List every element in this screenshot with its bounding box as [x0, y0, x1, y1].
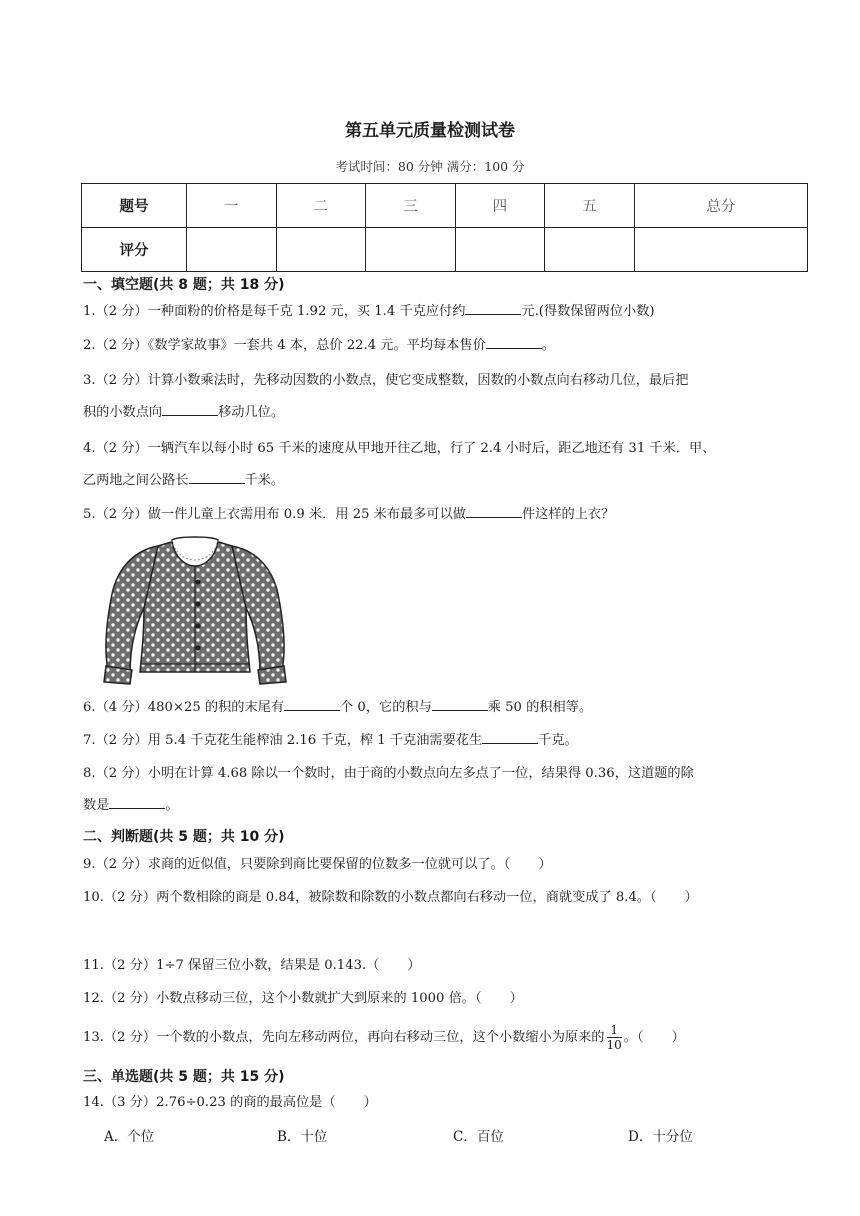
- question-text: 乘 50 的积相等。: [487, 700, 593, 715]
- close-paren: ）: [671, 1030, 685, 1045]
- col-total: 总分: [634, 184, 807, 228]
- question-12: [83, 983, 813, 1015]
- question-10: [83, 882, 813, 914]
- score-cell-total[interactable]: [634, 228, 807, 272]
- header-row-label: 题号: [82, 184, 187, 228]
- question-text: 14.（3 分）2.76÷0.23 的商的最高位是（: [83, 1095, 336, 1110]
- option-a[interactable]: A．个位: [104, 1129, 155, 1145]
- score-cell[interactable]: [276, 228, 366, 272]
- question-text: 个 0，它的积与: [340, 700, 432, 715]
- question-7: [83, 725, 813, 757]
- question-text: 积的小数点向: [83, 405, 163, 420]
- close-paren: ）: [684, 890, 698, 905]
- question-text: 千米。: [244, 473, 285, 488]
- answer-blank[interactable]: [466, 503, 522, 518]
- question-text: 数是: [83, 798, 110, 813]
- close-paren: ）: [509, 991, 523, 1006]
- question-text: 7.（2 分）用 5.4 千克花生能榨油 2.16 千克，榨 1 千克油需要花生: [83, 733, 483, 748]
- question-text: 3.（2 分）计算小数乘法时，先移动因数的小数点，使它变成整数，因数的小数点向右移动几位，最后把: [83, 373, 689, 388]
- score-cell[interactable]: [366, 228, 456, 272]
- question-text: 。（: [623, 1030, 644, 1045]
- option-b[interactable]: B．十位: [277, 1129, 328, 1145]
- question-text: 6.（4 分）480×25 的积的末尾有: [83, 700, 285, 715]
- question-8: [83, 758, 813, 822]
- score-row-label: 评分: [82, 228, 187, 272]
- question-text: 千克。: [538, 733, 578, 748]
- question-text: 9.（2 分）求商的近似值，只要除到商比要保留的位数多一位就可以了。（: [83, 857, 511, 872]
- question-6: [83, 692, 813, 724]
- page-title: 第五单元质量检测试卷: [345, 121, 515, 141]
- answer-blank[interactable]: [486, 334, 542, 349]
- close-paren: ）: [407, 958, 421, 973]
- answer-blank[interactable]: [432, 696, 488, 711]
- question-11: [83, 950, 813, 982]
- blouse-illustration-icon: [100, 532, 290, 690]
- answer-blank[interactable]: [189, 469, 245, 484]
- option-d[interactable]: D．十分位: [628, 1129, 693, 1145]
- answer-blank[interactable]: [482, 729, 538, 744]
- answer-blank[interactable]: [162, 401, 218, 416]
- close-paren: ）: [363, 1095, 377, 1110]
- question-text: 1.（2 分）一种面粉的价格是每千克 1.92 元，买 1.4 千克应付约: [83, 304, 466, 319]
- question-text: 4.（2 分）一辆汽车以每小时 65 千米的速度从甲地开往乙地，行了 2.4 小时后，距乙地还有 31 千米．甲、: [83, 441, 716, 456]
- question-text: 2.（2 分）《数学家故事》一套共 4 本，总价 22.4 元。平均每本售价: [83, 338, 486, 353]
- answer-blank[interactable]: [109, 794, 165, 809]
- score-table-header-row: [82, 184, 808, 228]
- question-2: [83, 330, 813, 362]
- score-cell[interactable]: [187, 228, 277, 272]
- section-judge-heading: 二、判断题(共 5 题；共 10 分): [83, 829, 285, 845]
- answer-blank[interactable]: [284, 696, 340, 711]
- question-13: [83, 1022, 813, 1054]
- score-table-score-row: [82, 228, 808, 272]
- exam-info: 考试时间：80 分钟 满分：100 分: [335, 159, 525, 174]
- score-table: [81, 183, 808, 272]
- col-3: 三: [366, 184, 456, 228]
- col-1: 一: [187, 184, 277, 228]
- question-14: [83, 1087, 813, 1119]
- question-3: [83, 365, 813, 429]
- question-text: 。: [165, 798, 179, 813]
- question-text: 10.（2 分）两个数相除的商是 0.84，被除数和除数的小数点都向右移动一位，商就变成了 8.4。（: [83, 890, 657, 905]
- fraction-denominator: 10: [606, 1038, 622, 1052]
- question-text: 。: [541, 338, 555, 353]
- question-text: 件这样的上衣？: [522, 507, 615, 522]
- question-text: 乙两地之间公路长: [83, 473, 189, 488]
- score-cell[interactable]: [455, 228, 545, 272]
- col-4: 四: [455, 184, 545, 228]
- question-text: 13.（2 分）一个数的小数点，先向左移动两位，再向右移动三位，这个小数缩小为原来的: [83, 1030, 605, 1045]
- section-choice-heading: 三、单选题(共 5 题；共 15 分): [83, 1069, 285, 1085]
- section-fill-heading: 一、填空题(共 8 题；共 18 分): [83, 277, 285, 293]
- fraction-numerator: 1: [607, 1023, 622, 1038]
- question-4: [83, 433, 813, 497]
- question-text: 5.（2 分）做一件儿童上衣需用布 0.9 米．用 25 米布最多可以做: [83, 507, 466, 522]
- question-text: 元.(得数保留两位小数): [521, 304, 655, 319]
- question-1: [83, 296, 813, 328]
- fraction: [607, 1023, 622, 1052]
- question-text: 12.（2 分）小数点移动三位，这个小数就扩大到原来的 1000 倍。（: [83, 991, 482, 1006]
- close-paren: ）: [538, 857, 552, 872]
- question-5: [83, 499, 813, 531]
- col-5: 五: [545, 184, 635, 228]
- question-text: 移动几位。: [218, 405, 285, 420]
- score-cell[interactable]: [545, 228, 635, 272]
- question-text: 8.（2 分）小明在计算 4.68 除以一个数时，由于商的小数点向左多点了一位，结果得 0.36，这道题的除: [83, 766, 694, 781]
- question-9: [83, 849, 813, 881]
- col-2: 二: [276, 184, 366, 228]
- option-c[interactable]: C．百位: [453, 1129, 504, 1145]
- answer-blank[interactable]: [465, 300, 521, 315]
- question-text: 11.（2 分）1÷7 保留三位小数，结果是 0.143.（: [83, 958, 380, 973]
